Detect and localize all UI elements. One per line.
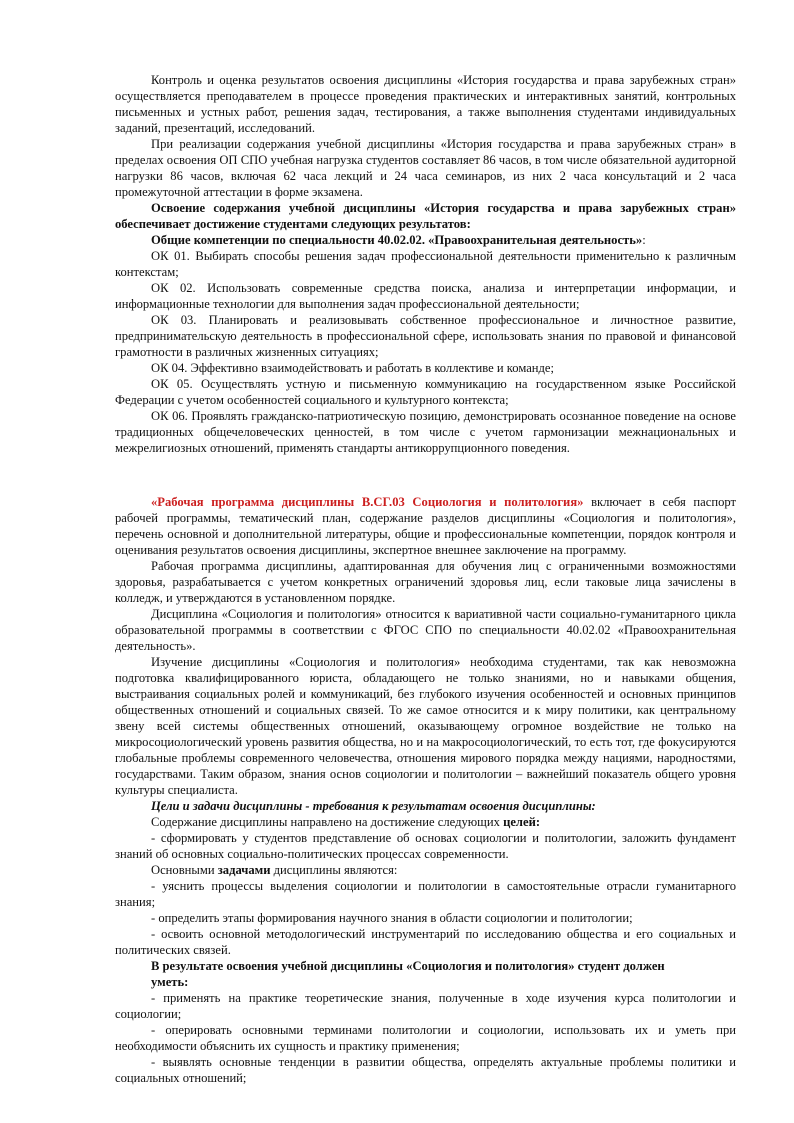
ok-item: ОК 02. Использовать современные средства поиска, анализа и интерпретации информации, и информационные технологии для выполнения задач профессиональной деятельности; — [115, 281, 736, 311]
competence-heading: Общие компетенции по специальности 40.02.02. «Правоохранительная деятельность» — [151, 233, 643, 247]
goal-item: - сформировать у студентов представление об основах социологии и политологии, заложить фундамент знаний об основных социально-политических процессах современности. — [115, 831, 736, 861]
results-heading: Освоение содержания учебной дисциплины «История государства и права зарубежных стран» обеспечивает достижение студентами следующих результатов: — [115, 201, 736, 231]
study-importance-paragraph: Изучение дисциплины «Социология и политология» необходима студентами, так как невозможна подготовка квалифицированного юриста, обладающего не только знаниями, но и навыками общения, выстраивания социальных ролей и коммуникаций, без глубокого изучения особенностей и основных принципов общественных отношений и социальных связей. То же самое относится и к миру политики, как центральному звену всей системы общественных отношений, оказывающему огромное воздействие не только на микросоциологический уровень развития общества, но и на макросоциологический, то есть тот, где фокусируются глобальные проблемы современного человечества, отношения мирового порядка между нациями, народностями, государствами. Таким образом, знания основ социологии и политологии – важнейший показатель общего уровня культуры специалиста. — [115, 655, 736, 797]
variative-part-paragraph: Дисциплина «Социология и политология» относится к вариативной части социально-гуманитарного цикла образовательной программы в соответствии с ФГОС СПО по специальности 40.02.02 «Правоохранительная деятельность». — [115, 607, 736, 653]
control-paragraph: Контроль и оценка результатов освоения дисциплины «История государства и права зарубежных стран» осуществляется преподавателем в процессе проведения практических и интерактивных занятий, контрольных письменных и устных работ, решения задач, тестирования, а также выполнения студентами индивидуальных заданий, презентаций, исследований. — [115, 73, 736, 135]
program-description: включает в себя паспорт рабочей программы, тематический план, содержание разделов дисциплины «Социология и политология», перечень основной и дополнительной литературы, общие и профессиональные компетенции, порядок контроля и оценивания результатов освоения дисциплины, экспертное внешнее заключение на программу. — [115, 495, 736, 557]
skills-label: уметь: — [151, 975, 189, 989]
competence-heading-line — [115, 232, 736, 248]
tasks-intro — [115, 862, 736, 878]
task-item: - освоить основной методологический инструментарий по исследованию общества и его социальных и политических связей. — [115, 927, 736, 957]
tasks-intro-start: Основными — [151, 863, 218, 877]
tasks-intro-end: дисциплины являются: — [270, 863, 398, 877]
program-title: «Рабочая программа дисциплины В.СГ.03 Социология и политология» — [151, 495, 584, 509]
goals-intro — [115, 814, 736, 830]
ok-item: ОК 01. Выбирать способы решения задач профессиональной деятельности применительно к различным контекстам; — [115, 249, 736, 279]
goals-intro-text: Содержание дисциплины направлено на достижение следующих — [151, 815, 504, 829]
task-item: - определить этапы формирования научного знания в области социологии и политологии; — [151, 911, 633, 925]
tasks-word: задачами — [217, 863, 271, 877]
goals-word: целей: — [503, 815, 541, 829]
skill-item: - выявлять основные тенденции в развитии общества, определять актуальные проблемы политики и социальных отношений; — [115, 1055, 736, 1085]
skill-item: - применять на практике теоретические знания, полученные в ходе изучения курса политологии и социологии; — [115, 991, 736, 1021]
task-item: - уяснить процессы выделения социологии и политологии в самостоятельные отрасли гуманитарного знания; — [115, 879, 736, 909]
ok-item: ОК 05. Осуществлять устную и письменную коммуникацию на государственном языке Российской Федерации с учетом особенностей социального и культурного контекста; — [115, 377, 736, 407]
ok-item: ОК 04. Эффективно взаимодействовать и работать в коллективе и команде; — [151, 361, 555, 375]
result-heading: В результате освоения учебной дисциплины «Социология и политология» студент должен — [151, 959, 665, 973]
workload-paragraph: При реализации содержания учебной дисциплины «История государства и права зарубежных стран» в пределах освоения ОП СПО учебная нагрузка студентов составляет 86 часов, в том числе обязательной аудиторной нагрузки 86 часов, включая 62 часа лекций и 24 часа семинаров, из них 2 часа консультаций и 2 часа промежуточной аттестации в форме экзамена. — [115, 137, 736, 199]
section-spacer — [115, 456, 736, 494]
ok-item: ОК 03. Планировать и реализовывать собственное профессиональное и личностное развитие, предпринимательскую деятельность в профессиональной сфере, использовать знания по правовой и финансовой грамотности в различных жизненных ситуациях; — [115, 313, 736, 359]
program-intro-paragraph — [115, 494, 736, 558]
goals-heading: Цели и задачи дисциплины - требования к результатам освоения дисциплины: — [151, 799, 596, 813]
skill-item: - оперировать основными терминами политологии и социологии, использовать их и уметь при необходимости объяснить их сущность и практику применения; — [115, 1023, 736, 1053]
competence-colon: : — [642, 233, 646, 247]
adapted-program-paragraph: Рабочая программа дисциплины, адаптированная для обучения лиц с ограниченными возможностями здоровья, разрабатывается с учетом конкретных ограничений здоровья лиц, если таковые лица зачислены в колледж, и утверждаются в установленном порядке. — [115, 559, 736, 605]
ok-item: ОК 06. Проявлять гражданско-патриотическую позицию, демонстрировать осознанное поведение на основе традиционных общечеловеческих ценностей, в том числе с учетом гармонизации межнациональных и межрелигиозных отношений, применять стандарты антикоррупционного поведения. — [115, 409, 736, 455]
